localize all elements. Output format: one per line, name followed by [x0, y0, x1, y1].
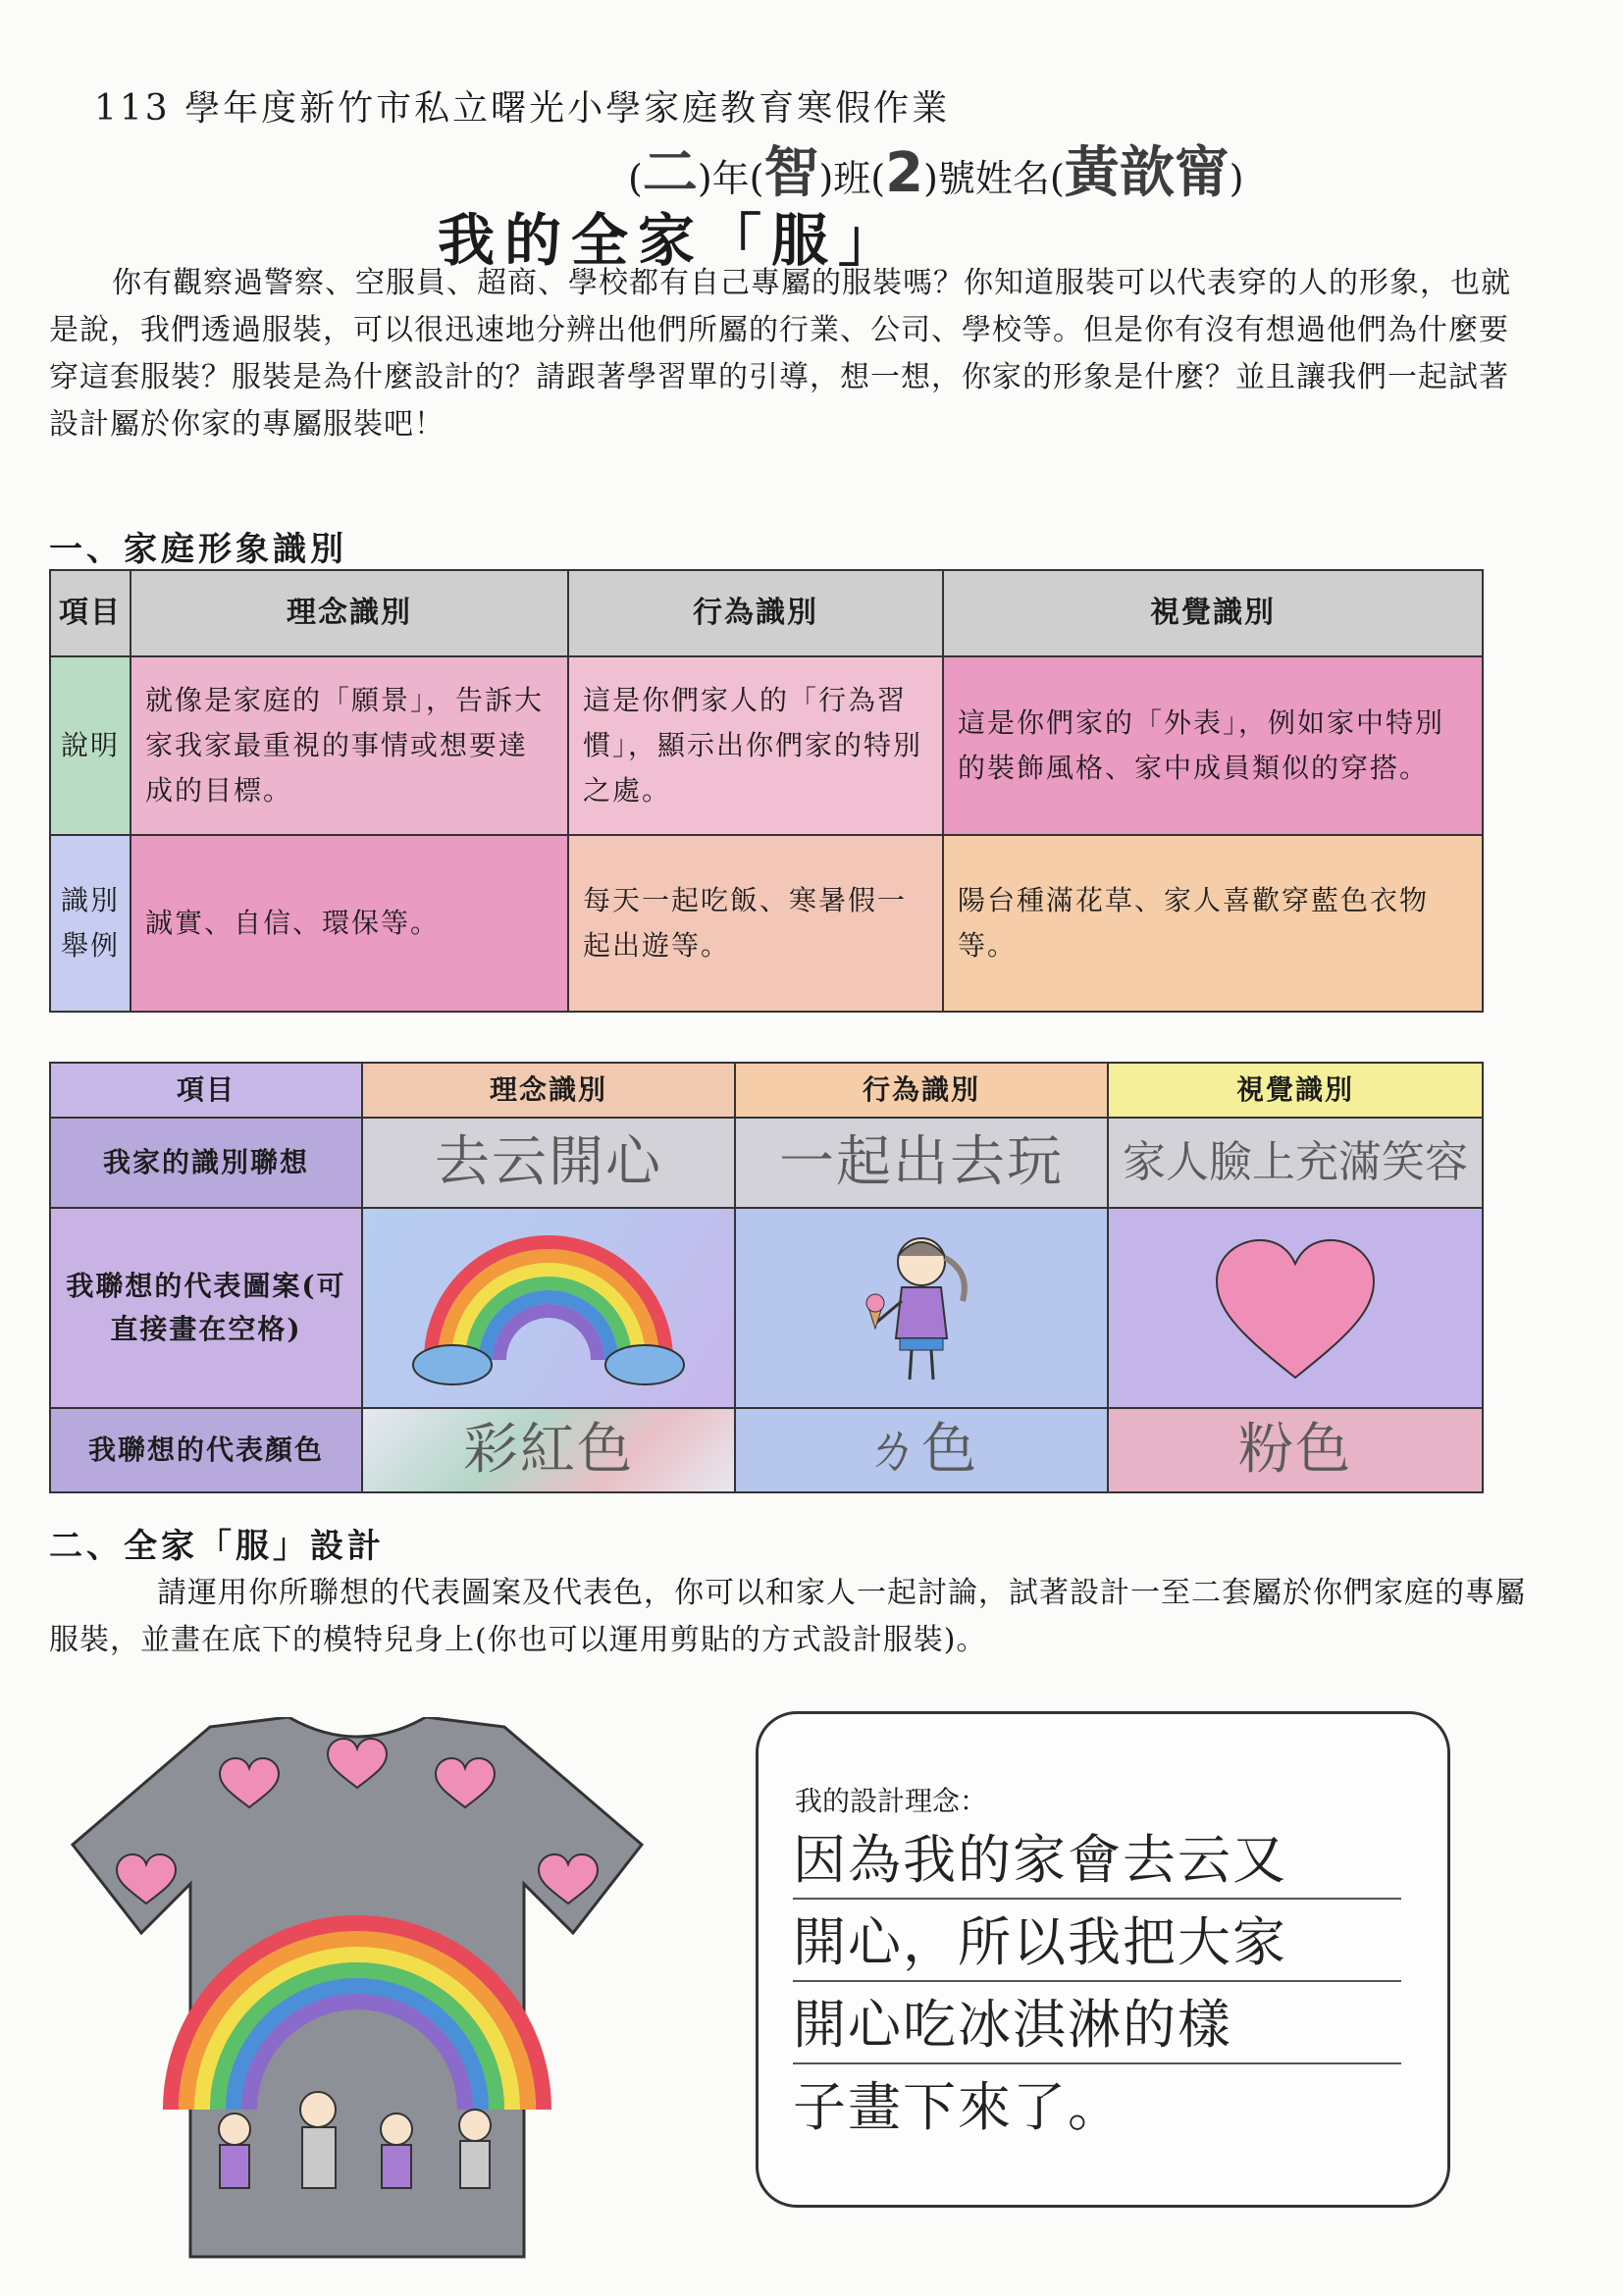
association-concept-value: 去云開心 — [362, 1118, 735, 1208]
table1-col-visual: 視覺識別 — [943, 570, 1483, 656]
table1-col-behavior: 行為識別 — [568, 570, 943, 656]
section2-heading: 二、全家「服」設計 — [49, 1527, 385, 1566]
association-visual-value: 家人臉上充滿笑容 — [1108, 1118, 1483, 1208]
grade-value: 二 — [642, 141, 698, 205]
girl-icon — [774, 1213, 1069, 1389]
heart-drawing — [1108, 1208, 1483, 1408]
class-suffix: )班( — [818, 157, 886, 200]
tshirt-design-drawing — [63, 1717, 652, 2267]
name-suffix: ) — [1229, 157, 1244, 200]
association-behavior-value: 一起出去玩 — [735, 1118, 1108, 1208]
table2-col-concept: 理念識別 — [362, 1063, 735, 1118]
table1-cell: 誠實、自信、環保等。 — [131, 835, 568, 1012]
table1-cell: 這是你們家人的「行為習慣」，顯示出你們家的特別之處。 — [568, 656, 943, 835]
grade-prefix: ( — [628, 157, 643, 200]
table1-item-header: 項目 — [50, 570, 131, 656]
table1-col-concept: 理念識別 — [131, 570, 568, 656]
design-concept-label: 我的設計理念： — [795, 1785, 988, 1817]
identity-explanation-table — [49, 569, 1484, 1013]
table1-row-label-explain: 說明 — [50, 656, 131, 835]
design-line: 開心，所以我把大家 — [793, 1905, 1401, 1982]
section1-heading: 一、家庭形象識別 — [49, 530, 347, 569]
section2-instructions: 請運用你所聯想的代表圖案及代表色，你可以和家人一起討論，試著設計一至二套屬於你們家庭的專屬服裝，並畫在底下的模特兒身上(你也可以運用剪貼的方式設計服裝)。 — [49, 1576, 1526, 1657]
table2-row-label-pattern: 我聯想的代表圖案(可直接畫在空格) — [50, 1208, 362, 1408]
table2-row-label-color: 我聯想的代表顏色 — [50, 1408, 362, 1492]
rainbow-icon — [401, 1213, 696, 1389]
grade-suffix: )年( — [697, 157, 764, 200]
design-line: 因為我的家會去云又 — [793, 1823, 1401, 1900]
design-concept-text — [793, 1823, 1401, 2151]
rainbow-drawing — [362, 1208, 735, 1408]
seat-suffix: )號姓名( — [923, 157, 1065, 200]
color-behavior-value: ㄌ色 — [735, 1408, 1108, 1492]
page-title: 我的全家「服」 — [438, 207, 906, 274]
family-association-table — [49, 1062, 1484, 1493]
table2-item-header: 項目 — [50, 1063, 362, 1118]
table2-col-visual: 視覺識別 — [1108, 1063, 1483, 1118]
color-concept-value: 彩紅色 — [362, 1408, 735, 1492]
student-name-value: 黃歆甯 — [1064, 141, 1230, 205]
table1-cell: 陽台種滿花草、家人喜歡穿藍色衣物等。 — [943, 835, 1483, 1012]
school-header: 113 學年度新竹市私立曙光小學家庭教育寒假作業 — [94, 88, 951, 129]
color-visual-value: 粉色 — [1108, 1408, 1483, 1492]
seat-number-value: 2 — [885, 141, 924, 205]
table1-cell: 每天一起吃飯、寒暑假一起出遊等。 — [568, 835, 943, 1012]
intro-paragraph: 你有觀察過警察、空服員、超商、學校都有自己專屬的服裝嗎？你知道服裝可以代表穿的人的形象，也就是說，我們透過服裝，可以很迅速地分辨出他們所屬的行業、公司、學校等。但是你有沒有想過他們為什麼要穿這套服裝？服裝是為什麼設計的？請跟著學習單的引導，想一想，你家的形象是什麼？並且讓我們一起試著設計屬於你家的專屬服裝吧！ — [49, 266, 1511, 442]
table1-cell: 這是你們家的「外表」，例如家中特別的裝飾風格、家中成員類似的穿搭。 — [943, 656, 1483, 835]
girl-with-ice-cream-drawing — [735, 1208, 1108, 1408]
class-name-value: 智 — [763, 141, 819, 205]
table1-row-label-example: 識別舉例 — [50, 835, 131, 1012]
table1-cell: 就像是家庭的「願景」，告訴大家我家最重視的事情或想要達成的目標。 — [131, 656, 568, 835]
table2-row-label-association: 我家的識別聯想 — [50, 1118, 362, 1208]
heart-icon — [1148, 1213, 1442, 1389]
design-line: 開心吃冰淇淋的樣 — [793, 1988, 1401, 2064]
table2-col-behavior: 行為識別 — [735, 1063, 1108, 1118]
design-line: 子畫下來了。 — [793, 2076, 1123, 2138]
